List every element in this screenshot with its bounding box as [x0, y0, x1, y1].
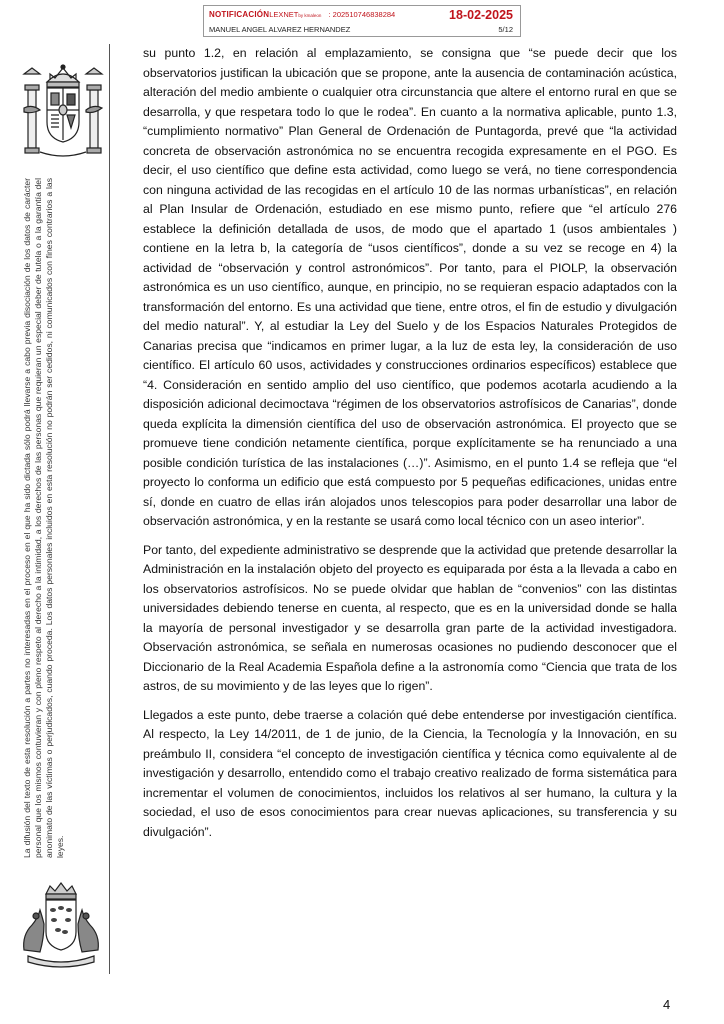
margin-divider [109, 44, 110, 974]
notification-header [203, 5, 521, 37]
notification-label: NOTIFICACIÓN [209, 10, 270, 19]
document-body [143, 44, 677, 851]
privacy-disclaimer: La difusión del texto de esta resolución a partes no interesadas en el proceso en el que ha sido dictada sólo podrá llevarse a cabo previa disociación de los datos de carácter personal que los mismos contuvieran y con pleno respeto al derecho a la intimidad, a los derechos de las personas que requieran un especial deber de tutela o a la garantía del anonimato de las víctimas o perjudicados, cuando proceda. Los datos personales incluidos en esta resolución no podrán ser cedidos, ni comunicados con fines contrarios a las leyes. [22, 178, 66, 858]
paragraph: Llegados a este punto, debe traerse a colación qué debe entenderse por investigación científica. Al respecto, la Ley 14/2011, de 1 de junio, de la Ciencia, la Tecnología y la Innovación, en su preámbulo II, considera “el concepto de investigación científica y técnica como equivalente al de investigación y desarrollo, entendido como el trabajo creativo realizado de forma sistemática para incrementar el volumen de conocimientos, incluidos los relativos al ser humano, la cultura y la sociedad, el uso de esos conocimientos para crear nuevas aplicaciones, su transferencia y su divulgación”. [143, 707, 677, 839]
notification-number: : 202510746838284 [328, 10, 396, 19]
system-name: LEXNET [269, 10, 299, 19]
paragraph: Por tanto, del expediente administrativo se desprende que la actividad que pretende desarrollar la Administración en la instalación objeto del proyecto es equiparada por ésta a la llevada a cabo en los observatorios astrofísicos. No se puede olvidar que hablan de “convenios” con las distintas universidades debiendo tenerse en cuenta, al respecto, que es en la universidad donde se halla la mayoría de personal investigador y se desarrolla gran parte de la actividad investigadora. Observación astronómica, se señala en numerosas ocasiones no pudiendo desconocer que el Diccionario de la Real Academia Española define a la astronomía como “Ciencia que trata de los astros, de su movimiento y de las leyes que lo rigen”. [143, 542, 677, 693]
notification-date: 18-02-2025 [449, 8, 513, 22]
notification-page: 5/12 [498, 25, 513, 34]
paragraph: su punto 1.2, en relación al emplazamiento, se consigna que “se puede decir que los observatorios justifican la ubicación que se propone, ante la ausencia de contaminación acústica, alteración del medio ambiente o cualquier otra circunstancia que altere el entorno rural en que se desarrolla, y que respetara todo lo que le rodea”. En cuanto a la normativa aplicable, punto 1.3, “cumplimiento normativo” Plan General de Ordenación de Puntagorda, prevé que “la actividad concreta de observación astronómica no se encuentra recogida expresamente en el PGO. Es decir, el uso científico que define esta actividad, como luego se verá, no tiene correspondencia con ninguna actividad de las recogidas en el artículo 10 de las normas urbanísticas”, en relación al Plan Insular de Ordenación, estudiado en ese mismo punto, refiere que “el artículo 276 establece la definición detallada de usos, de modo que el apartado 1 (usos ambientales ) contiene en la letra b, la categoría de “usos científicos”, donde a su vez se recoge en 4) la actividad de “observación y control astronómicos”. Por tanto, para el PIOLP, la observación astronómica es un uso científico, aunque, en principio, no se requieran espacio adaptados con la transformación del entorno. Es una actividad que tiene, entre otros, el fin de estudio y divulgación del medio natural”. Y, al estudiar la Ley del Suelo y de los Espacios Naturales Protegidos de Canarias precisa que “indicamos en primer lugar, a la luz de esta ley, la consideración de uso científico. El artículo 60 usos, actividades y construcciones ordinarios específicos) establece que “4. Consideración en sentido amplio del uso científico, que podemos acotarla acudiendo a la disposición adicional decimoctava “régimen de los observatorios astrofísicos de Canarias”, donde queda explícita la dimensión científica del uso de observación astronómica. El proyecto que se promueve tiene condición netamente científica, porque explícitamente se ha renunciado a una posible condición turística de las instalaciones (…)”. Asimismo, en el punto 1.4 se refleja que “el proyecto lo conforma un edificio que está compuesto por 5 pequeñas edificaciones, unidas entre sí, donde en cuatro de ellas irán alojados unos telescopios para poder desarrollar una labor de observación astronómica, y en la restante se usará como local técnico con un aseo interior”. [143, 46, 677, 528]
recipient-name: MANUEL ANGEL ALVAREZ HERNANDEZ [209, 25, 351, 34]
page-number: 4 [663, 997, 671, 1012]
spain-coat-of-arms-icon [20, 60, 106, 168]
system-by: by kmaleon [298, 13, 322, 18]
canary-islands-coat-of-arms-icon [18, 880, 104, 972]
